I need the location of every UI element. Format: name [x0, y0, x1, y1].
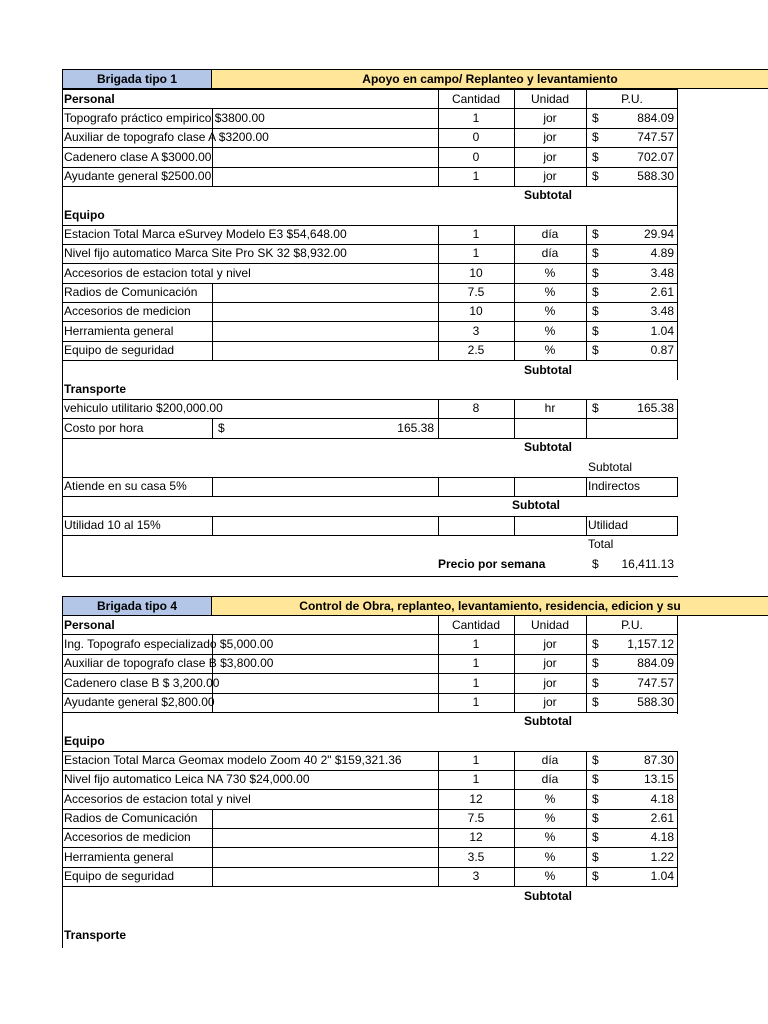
row-currency: $ — [592, 169, 599, 183]
brigada-4-table — [62, 596, 681, 948]
row-description: Auxiliar de topografo clase A $3200.00 — [64, 130, 269, 144]
costo-hora-label: Costo por hora — [64, 421, 144, 435]
row-description: Ayudante general $2500.00 — [64, 169, 212, 183]
precio-semana-label: Precio por semana — [438, 557, 546, 571]
row-unit-price: 588.30 — [637, 695, 674, 709]
row-unit: % — [544, 324, 556, 338]
row-unit: jor — [543, 656, 557, 670]
row-unit-price: 0.87 — [650, 343, 674, 357]
row-unit-price: 2.61 — [650, 811, 674, 825]
col-line — [212, 108, 213, 187]
row-quantity: 3 — [472, 869, 480, 883]
subtotal-label: Subtotal — [524, 889, 572, 903]
cantidad-header: Cantidad — [451, 92, 501, 106]
row-currency: $ — [592, 830, 599, 844]
row-currency: $ — [592, 656, 599, 670]
row-currency: $ — [592, 811, 599, 825]
subtotal-text-row — [62, 458, 678, 477]
row-unit: jor — [543, 676, 557, 690]
row-unit-price: 1.04 — [650, 324, 674, 338]
subtotal-row — [62, 186, 678, 205]
row-unit: jor — [543, 169, 557, 183]
row-unit: % — [544, 850, 556, 864]
border-right — [677, 616, 678, 714]
row-unit: jor — [543, 637, 557, 651]
personal-header: Personal — [64, 618, 115, 632]
atiende-label: Atiende en su casa 5% — [64, 479, 187, 493]
row-unit-price: 747.57 — [637, 130, 674, 144]
row-quantity: 1 — [472, 111, 480, 125]
row-description: Nivel fijo automatico Marca Site Pro SK 32 $8,932.00 — [64, 246, 347, 260]
col-line — [514, 225, 515, 361]
row-unit-price: 13.15 — [643, 772, 674, 786]
row-unit-price: 1.04 — [650, 869, 674, 883]
row-description: Cadenero clase B $ 3,200.00 — [64, 676, 220, 690]
row-currency: $ — [592, 792, 599, 806]
row-quantity: 1 — [472, 772, 480, 786]
row-unit-price: 4.18 — [650, 792, 674, 806]
row-unit: día — [541, 772, 559, 786]
col-line — [677, 399, 678, 439]
unidad-header: Unidad — [530, 92, 570, 106]
brigada-4-header — [62, 596, 681, 616]
row-description: Auxiliar de topografo clase B $3,800.00 — [64, 656, 274, 670]
col-line — [586, 516, 587, 536]
indirectos-label: Indirectos — [588, 479, 641, 493]
row-currency: $ — [592, 869, 599, 883]
border-left — [62, 69, 63, 577]
col-line — [212, 516, 213, 536]
col-line — [586, 615, 587, 713]
total-row — [62, 535, 678, 554]
section-row — [62, 380, 678, 399]
row-quantity: 12 — [469, 792, 483, 806]
total-label: Total — [588, 537, 614, 551]
subtotal-row — [62, 438, 678, 457]
precio-semana-row[interactable] — [62, 555, 678, 574]
utilidad-label: Utilidad — [588, 518, 629, 532]
row-quantity: 1 — [472, 676, 480, 690]
row-unit-price: 747.57 — [637, 676, 674, 690]
row-description: Accesorios de estacion total y nivel — [64, 266, 251, 280]
row-unit-price: 4.18 — [650, 830, 674, 844]
row-quantity: 2.5 — [467, 343, 485, 357]
row-unit: % — [544, 304, 556, 318]
col-line — [212, 634, 213, 713]
row-description: Ing. Topografo especializado $5,000.00 — [64, 637, 274, 651]
row-quantity: 1 — [472, 656, 480, 670]
pu-header: P.U. — [621, 618, 643, 632]
row-unit: % — [544, 285, 556, 299]
brigada-1-table — [62, 69, 678, 577]
row-unit: % — [544, 792, 556, 806]
precio-currency: $ — [592, 557, 599, 571]
col-line — [514, 751, 515, 887]
col-line — [438, 225, 439, 361]
row-unit: día — [541, 246, 559, 260]
section-row — [62, 732, 678, 751]
col-line — [514, 516, 515, 536]
row-unit-price: 87.30 — [643, 753, 674, 767]
col-line — [514, 89, 515, 187]
row-currency: $ — [592, 324, 599, 338]
row-description: Herramienta general — [64, 850, 174, 864]
col-line — [212, 283, 213, 361]
row-quantity: 8 — [472, 401, 480, 415]
col-line — [438, 399, 439, 439]
row-currency: $ — [592, 850, 599, 864]
subtotal-row — [62, 712, 678, 731]
row-currency: $ — [592, 695, 599, 709]
utilidad-desc: Utilidad 10 al 15% — [64, 518, 161, 532]
row-unit: % — [544, 343, 556, 357]
col-line — [586, 751, 587, 887]
row-currency: $ — [592, 753, 599, 767]
col-line — [586, 225, 587, 361]
row-currency: $ — [592, 285, 599, 299]
brigada-1-title-cell[interactable]: Apoyo en campo/ Replanteo y levantamiento — [212, 69, 768, 89]
col-line — [438, 516, 439, 536]
row-currency: $ — [592, 637, 599, 651]
equipo-label: Equipo — [64, 734, 105, 748]
section-row — [62, 206, 678, 225]
row-quantity: 7.5 — [467, 811, 485, 825]
row-currency: $ — [592, 304, 599, 318]
transporte-label: Transporte — [64, 928, 127, 942]
pu-header: P.U. — [621, 92, 643, 106]
col-line — [438, 615, 439, 713]
col-line — [514, 615, 515, 713]
row-description: Nivel fijo automatico Leica NA 730 $24,000.00 — [64, 772, 310, 786]
col-line — [212, 418, 213, 439]
row-unit-price: 2.61 — [650, 285, 674, 299]
row-unit-price: 588.30 — [637, 169, 674, 183]
subtotal-label: Subtotal — [524, 714, 572, 728]
subtotal-label: Subtotal — [524, 440, 572, 454]
col-line — [677, 516, 678, 536]
row-quantity: 12 — [469, 830, 483, 844]
row-unit: jor — [543, 111, 557, 125]
row-currency: $ — [592, 343, 599, 357]
col-line — [586, 477, 587, 497]
row-description: Topografo práctico empirico $3800.00 — [64, 111, 265, 125]
border-left — [62, 596, 63, 948]
col-line — [438, 477, 439, 497]
subtotal-text: Subtotal — [588, 460, 633, 474]
row-currency: $ — [592, 401, 599, 415]
col-line — [438, 751, 439, 887]
row-quantity: 0 — [472, 150, 480, 164]
col-line — [212, 477, 213, 497]
row-unit-price: 165.38 — [637, 401, 674, 415]
row-quantity: 3.5 — [467, 850, 485, 864]
row-unit-price: 702.07 — [637, 150, 674, 164]
row-unit: día — [541, 753, 559, 767]
subtotal-row — [62, 496, 678, 515]
row-line — [62, 576, 678, 577]
row-description: Ayudante general $2,800.00 — [64, 695, 215, 709]
row-description: Radios de Comunicación — [64, 811, 198, 825]
row-unit-price: 3.48 — [650, 266, 674, 280]
row-quantity: 10 — [469, 266, 483, 280]
transporte-label: Transporte — [64, 382, 127, 396]
equipo-label: Equipo — [64, 208, 105, 222]
row-description: vehiculo utilitario $200,000.00 — [64, 401, 223, 415]
row-description: Estacion Total Marca eSurvey Modelo E3 $54,648.00 — [64, 227, 347, 241]
row-description: Estacion Total Marca Geomax modelo Zoom 40 2" $159,321.36 — [64, 753, 402, 767]
row-description: Herramienta general — [64, 324, 174, 338]
row-unit: % — [544, 869, 556, 883]
row-quantity: 10 — [469, 304, 483, 318]
row-unit: día — [541, 227, 559, 241]
row-unit: hr — [544, 401, 556, 415]
row-quantity: 1 — [472, 753, 480, 767]
row-unit-price: 4.89 — [650, 246, 674, 260]
row-unit-price: 884.09 — [637, 656, 674, 670]
subtotal-label: Subtotal — [524, 188, 572, 202]
brigada-1-header — [62, 69, 678, 89]
row-currency: $ — [592, 130, 599, 144]
col-line — [586, 89, 587, 187]
row-quantity: 3 — [472, 324, 480, 338]
subtotal-row — [62, 887, 678, 906]
col-line — [514, 477, 515, 497]
row-unit-price: 3.48 — [650, 304, 674, 318]
row-unit: jor — [543, 150, 557, 164]
cantidad-header: Cantidad — [451, 618, 501, 632]
col-line — [212, 809, 213, 887]
col-line — [677, 477, 678, 497]
row-currency: $ — [592, 676, 599, 690]
row-description: Accesorios de medicion — [64, 304, 191, 318]
row-currency: $ — [592, 150, 599, 164]
row-description: Radios de Comunicación — [64, 285, 198, 299]
row-unit-price: 29.94 — [643, 227, 674, 241]
col-line — [438, 89, 439, 187]
brigada-1-type-cell[interactable]: Brigada tipo 1 — [62, 69, 212, 89]
row-quantity: 1 — [472, 227, 480, 241]
brigada-4-title-cell[interactable]: Control de Obra, replanteo, levantamiento, residencia, edicion y su — [212, 596, 768, 616]
row-unit: % — [544, 830, 556, 844]
row-quantity: 0 — [472, 130, 480, 144]
row-unit: jor — [543, 130, 557, 144]
subtotal-label: Subtotal — [512, 498, 560, 512]
row-unit-price: 1.22 — [650, 850, 674, 864]
row-description: Equipo de seguridad — [64, 869, 175, 883]
row-unit: jor — [543, 695, 557, 709]
row-quantity: 1 — [472, 695, 480, 709]
row-description: Equipo de seguridad — [64, 343, 175, 357]
col-line — [514, 399, 515, 439]
row-quantity: 1 — [472, 169, 480, 183]
row-currency: $ — [592, 772, 599, 786]
costo-hora-currency: $ — [218, 421, 225, 435]
row-unit-price: 1,157.12 — [627, 637, 674, 651]
row-currency: $ — [592, 111, 599, 125]
section-row — [62, 926, 678, 945]
costo-hora-value: 165.38 — [397, 421, 434, 435]
row-unit-price: 884.09 — [637, 111, 674, 125]
col-line — [586, 399, 587, 439]
row-quantity: 7.5 — [467, 285, 485, 299]
brigada-4-type-cell[interactable]: Brigada tipo 4 — [62, 596, 212, 616]
row-quantity: 1 — [472, 637, 480, 651]
unidad-header: Unidad — [530, 618, 570, 632]
row-quantity: 1 — [472, 246, 480, 260]
row-description: Accesorios de estacion total y nivel — [64, 792, 251, 806]
row-currency: $ — [592, 227, 599, 241]
subtotal-row — [62, 361, 678, 380]
subtotal-label: Subtotal — [524, 363, 572, 377]
row-description: Accesorios de medicion — [64, 830, 191, 844]
row-unit: % — [544, 811, 556, 825]
row-currency: $ — [592, 246, 599, 260]
row-unit: % — [544, 266, 556, 280]
precio-semana-value: 16,411.13 — [621, 557, 674, 571]
personal-header: Personal — [64, 92, 115, 106]
row-currency: $ — [592, 266, 599, 280]
row-description: Cadenero clase A $3000.00 — [64, 150, 212, 164]
